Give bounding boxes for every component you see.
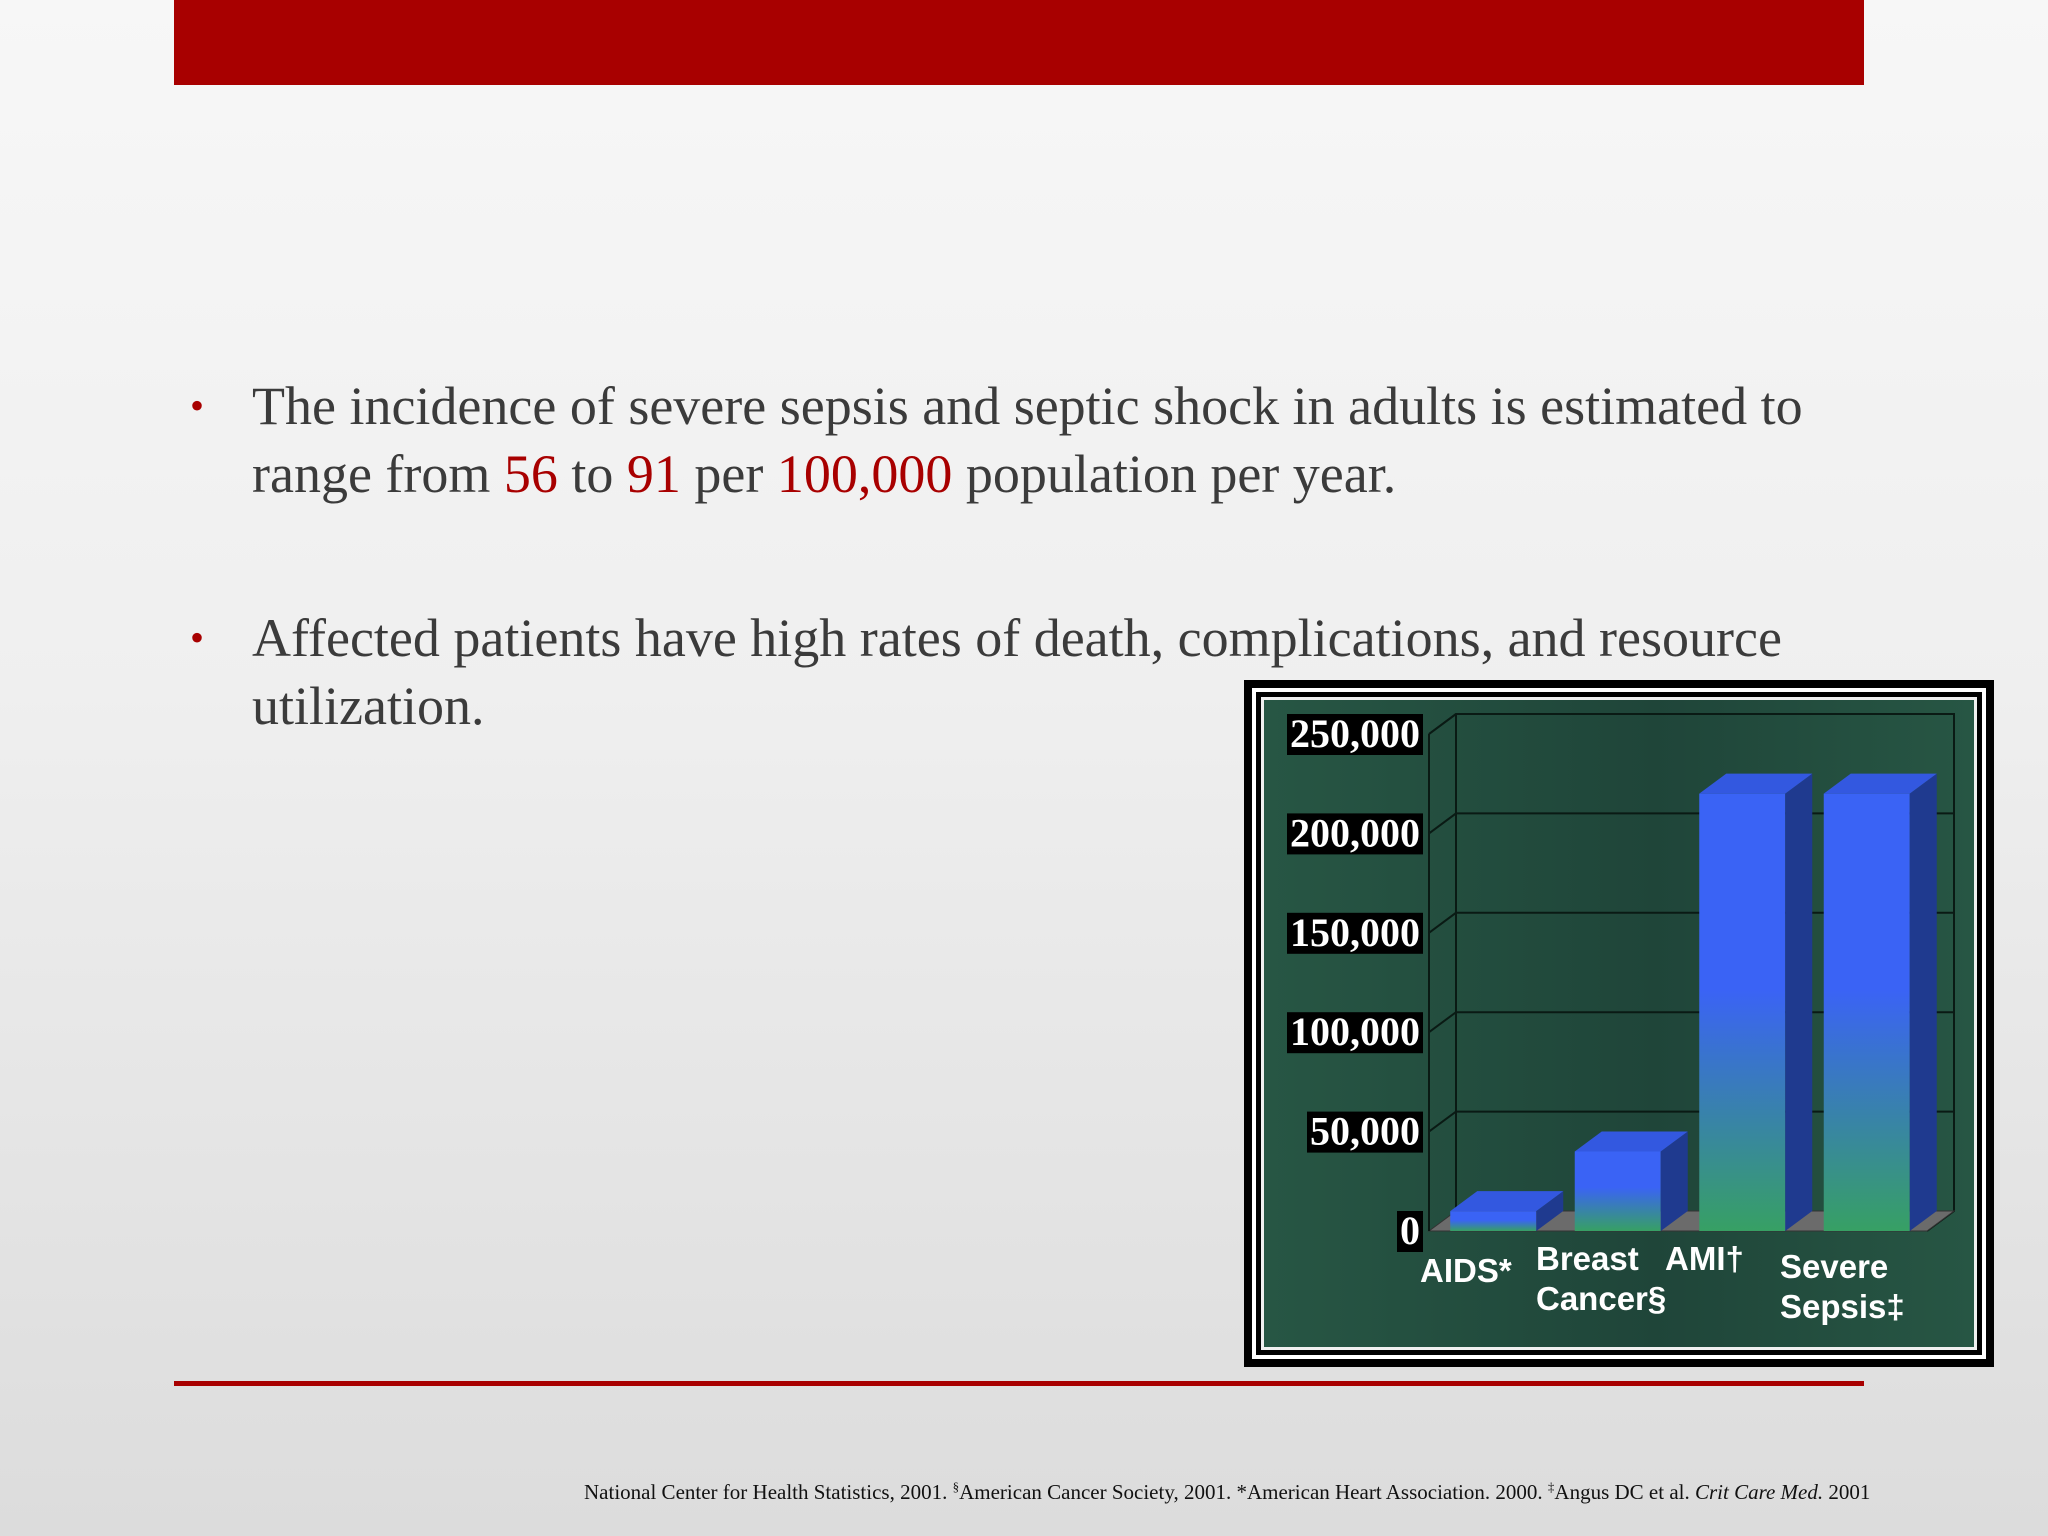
highlighted-number: 91 — [626, 444, 681, 504]
y-tick-label: 50,000 — [1310, 1108, 1420, 1154]
bullet-text: The incidence of severe sepsis and septic shock in adults is estimated to range from — [252, 376, 1803, 504]
footnote — [584, 1479, 1984, 1505]
bar-side-3 — [1785, 774, 1812, 1231]
y-tick-label: 100,000 — [1290, 1009, 1420, 1055]
footnote-part-1: National Center for Health Statistics, 2001. — [584, 1480, 953, 1504]
bullet-marker: • — [190, 615, 205, 660]
footnote-part-3: Angus DC et al. — [1554, 1480, 1695, 1504]
x-category-label: Sepsis‡ — [1780, 1288, 1905, 1325]
x-category-label: Cancer§ — [1536, 1280, 1667, 1317]
bullet-text: to — [557, 444, 627, 504]
bullet-text: per — [680, 444, 777, 504]
top-accent-bar — [174, 0, 1864, 85]
footnote-part-4: 2001 — [1823, 1480, 1871, 1504]
bullet-text: Affected patients have high rates of death, complications, and resource utilization. — [252, 608, 1782, 736]
y-tick-label: 200,000 — [1290, 810, 1420, 856]
bullet-1 — [190, 372, 1890, 508]
x-category-label: Severe — [1780, 1248, 1889, 1285]
footnote-sup-1: § — [952, 1479, 960, 1494]
highlighted-number: 56 — [503, 444, 558, 504]
bar-front-1 — [1450, 1211, 1536, 1231]
footnote-sup-2: ‡ — [1547, 1479, 1555, 1494]
bullet-marker: • — [190, 383, 205, 428]
y-tick-label: 250,000 — [1290, 711, 1420, 756]
x-category-label: AMI† — [1665, 1240, 1744, 1277]
bar-chart-svg — [1244, 680, 1994, 1367]
x-category-label: AIDS* — [1420, 1252, 1512, 1289]
bullet-text: population per year. — [952, 444, 1397, 504]
bar-front-3 — [1699, 794, 1785, 1231]
bar-side-4 — [1910, 774, 1937, 1231]
footnote-part-2: American Cancer Society, 2001. *American Heart Association. 2000. — [959, 1480, 1548, 1504]
bottom-rule — [174, 1381, 1864, 1386]
footnote-journal: Crit Care Med. — [1694, 1480, 1824, 1504]
highlighted-number: 100,000 — [776, 444, 953, 504]
bar-front-4 — [1824, 794, 1910, 1231]
x-category-label: Breast — [1536, 1240, 1639, 1277]
bar-front-2 — [1575, 1151, 1661, 1231]
y-tick-label: 150,000 — [1290, 909, 1420, 955]
y-tick-label: 0 — [1400, 1208, 1420, 1253]
chart — [1244, 680, 1994, 1367]
